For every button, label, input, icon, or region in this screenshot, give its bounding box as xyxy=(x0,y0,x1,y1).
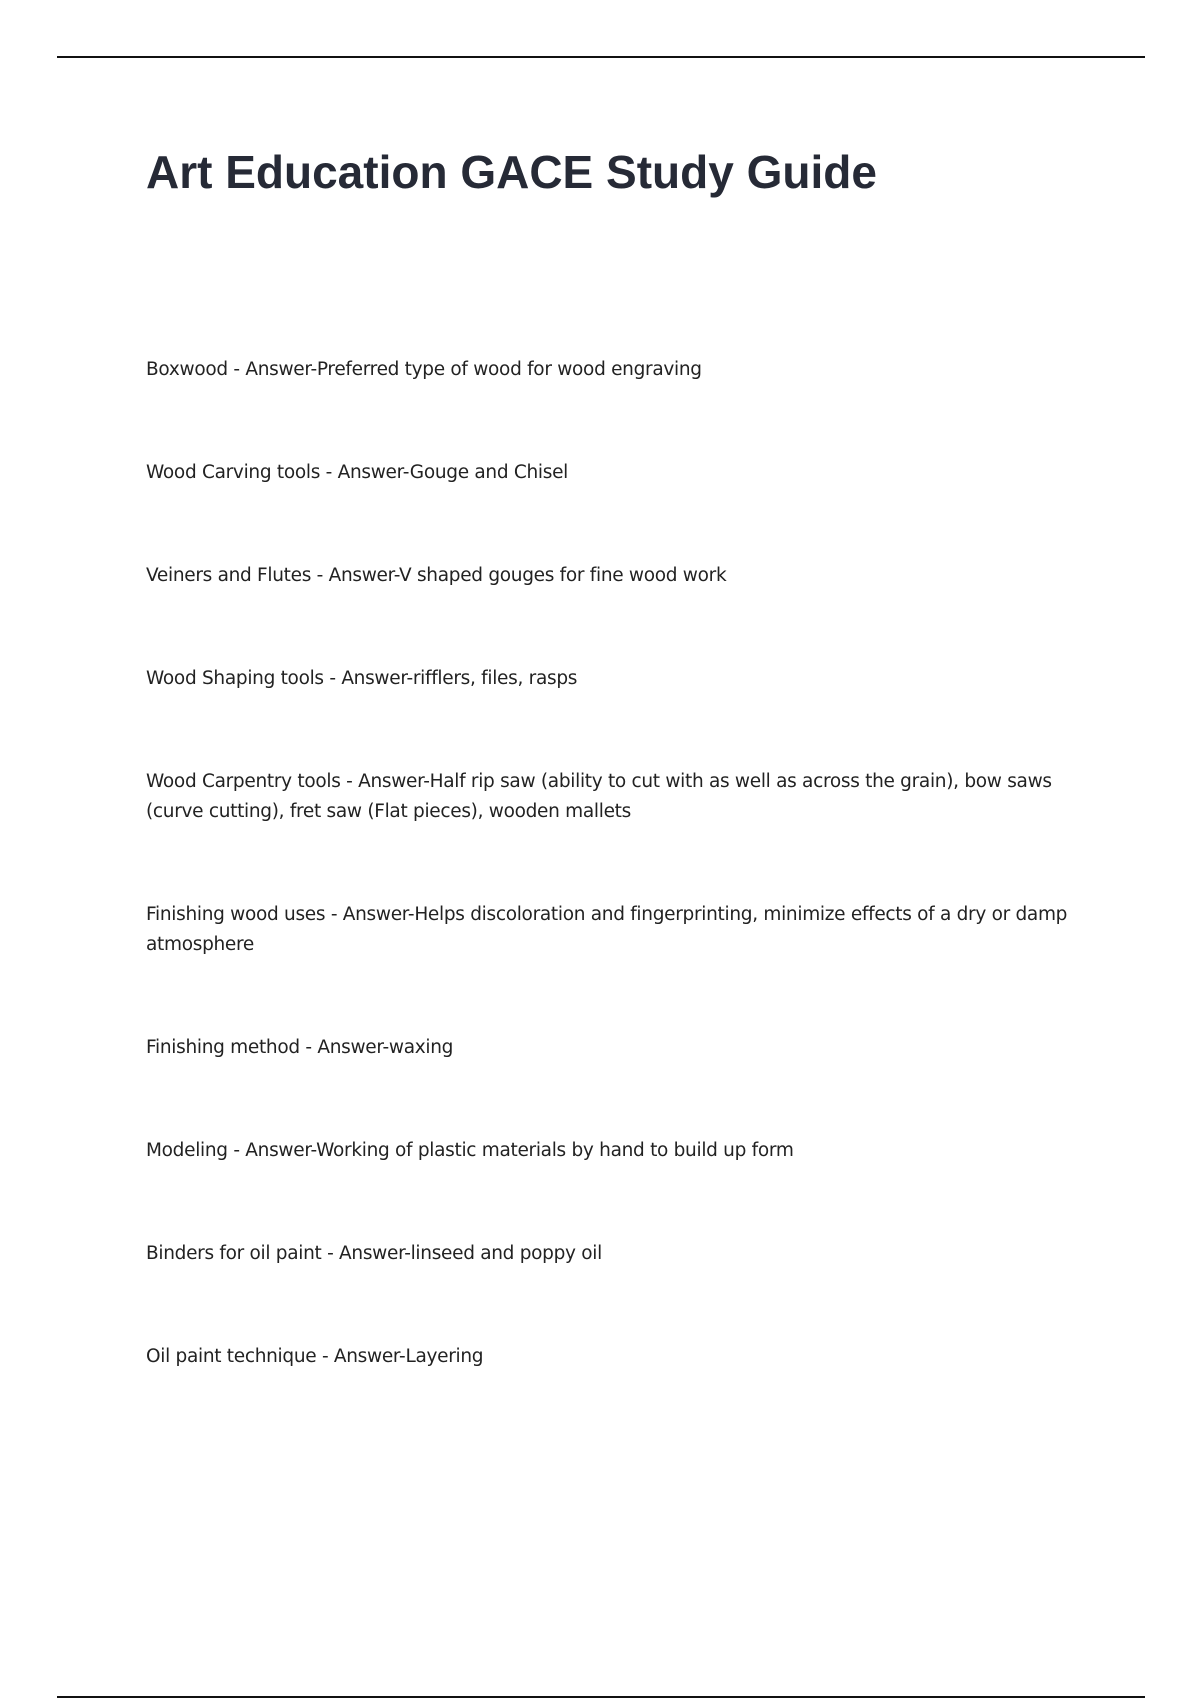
answer-separator: - Answer- xyxy=(323,668,413,689)
term: Veiners and Flutes xyxy=(146,565,312,586)
answer-separator: - Answer- xyxy=(299,1037,389,1058)
list-item xyxy=(146,664,1086,694)
list-item xyxy=(146,767,1086,827)
answer: Helps discoloration and fingerprinting, minimize effects of a dry or damp atmosphere xyxy=(146,904,1068,955)
list-item xyxy=(146,561,1086,591)
answer: Working of plastic materials by hand to build up form xyxy=(316,1140,794,1161)
answer: Half rip saw (ability to cut with as well as across the grain), bow saws (curve cutting), fret saw (Flat pieces), wooden mallets xyxy=(146,771,1052,822)
answer-separator: - Answer- xyxy=(316,1346,406,1367)
list-item xyxy=(146,355,1086,385)
term: Oil paint technique xyxy=(146,1346,317,1367)
term: Binders for oil paint xyxy=(146,1243,322,1264)
list-item xyxy=(146,1239,1086,1269)
answer-separator: - Answer- xyxy=(227,359,317,380)
answer: Layering xyxy=(405,1346,484,1367)
answer: Preferred type of wood for wood engraving xyxy=(316,359,702,380)
list-item xyxy=(146,1033,1086,1063)
answer-separator: - Answer- xyxy=(311,565,400,586)
list-item xyxy=(146,1342,1086,1372)
answer: waxing xyxy=(388,1037,454,1058)
list-item xyxy=(146,900,1086,960)
list-item xyxy=(146,1136,1086,1166)
list-item xyxy=(146,458,1086,488)
term: Wood Carving tools xyxy=(146,462,321,483)
qa-list xyxy=(146,355,1086,1445)
term: Wood Carpentry tools xyxy=(146,771,341,792)
answer: V shaped gouges for fine wood work xyxy=(399,565,727,586)
answer-separator: - Answer- xyxy=(340,771,430,792)
answer: linseed and poppy oil xyxy=(410,1243,602,1264)
answer-separator: - Answer- xyxy=(227,1140,317,1161)
answer-separator: - Answer- xyxy=(325,904,415,925)
term: Modeling xyxy=(146,1140,228,1161)
term: Finishing wood uses xyxy=(146,904,326,925)
page-title: Art Education GACE Study Guide xyxy=(146,146,877,198)
bottom-rule xyxy=(57,1696,1145,1698)
term: Wood Shaping tools xyxy=(146,668,324,689)
term: Boxwood xyxy=(146,359,228,380)
answer-separator: - Answer- xyxy=(321,1243,411,1264)
top-rule xyxy=(57,56,1145,58)
answer: Gouge and Chisel xyxy=(409,462,569,483)
answer-separator: - Answer- xyxy=(320,462,410,483)
answer: rifflers, files, rasps xyxy=(412,668,578,689)
term: Finishing method xyxy=(146,1037,300,1058)
